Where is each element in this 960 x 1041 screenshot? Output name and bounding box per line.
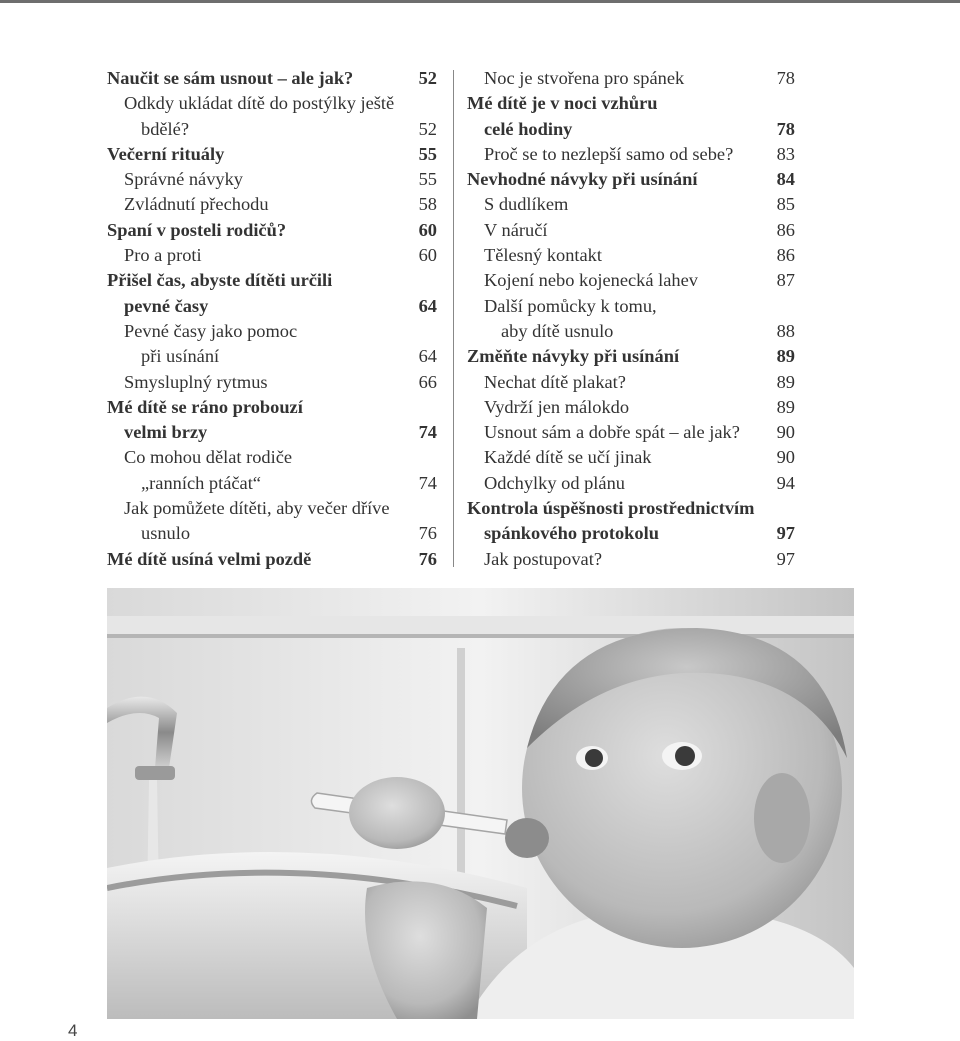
toc-entry-page: 86 <box>776 245 795 266</box>
toc-entry <box>107 294 437 319</box>
toc-entry-page: 55 <box>418 143 437 164</box>
toc-entry-page: 66 <box>418 371 437 392</box>
toc-entry-page: 64 <box>418 295 437 316</box>
column-divider <box>453 70 454 567</box>
toc-entry-page: 76 <box>418 548 437 569</box>
page-number: 4 <box>68 1021 78 1040</box>
toc-entry <box>107 243 437 268</box>
toc-entry-title: Tělesný kontakt <box>484 245 602 266</box>
toc-entry-title: bdělé? <box>141 118 189 139</box>
toc-entry-page: 74 <box>418 472 437 493</box>
toc-entry <box>467 521 795 546</box>
toc-entry-title: Noc je stvořena pro spánek <box>484 68 685 88</box>
toc-entry <box>107 420 437 445</box>
toc-entry <box>467 344 795 369</box>
toc-entry <box>467 496 795 521</box>
toc-entry-title: Odchylky od plánu <box>484 472 625 493</box>
toc-entry-page: 88 <box>776 320 795 341</box>
toc-entry-page: 89 <box>776 396 795 417</box>
toc-entry <box>107 192 437 217</box>
toc-entry <box>107 521 437 546</box>
toc-entry-title: Nechat dítě plakat? <box>484 371 626 392</box>
toc-entry-title: Spaní v posteli rodičů? <box>107 219 287 240</box>
toc-entry-page: 52 <box>418 68 437 88</box>
toc-entry <box>107 471 437 496</box>
top-rule <box>0 0 960 3</box>
toc-entry-title: Kojení nebo kojenecká lahev <box>484 270 698 291</box>
toc-entry-page: 89 <box>776 371 795 392</box>
toc-entry-page: 78 <box>776 68 795 88</box>
toc-entry <box>467 547 795 572</box>
toc-entry-page: 97 <box>776 523 795 544</box>
toc-entry-page: 74 <box>418 422 437 443</box>
toc-entry <box>467 167 795 192</box>
toc-entry-page: 83 <box>776 143 795 164</box>
toc-entry-title: usnulo <box>141 523 191 544</box>
toc-entry-page: 78 <box>776 118 795 139</box>
toc-column-right <box>467 66 795 572</box>
toc-entry <box>467 420 795 445</box>
toc-entry-page: 76 <box>418 523 437 544</box>
toc-entry <box>467 370 795 395</box>
toc-entry-title: Mé dítě se ráno probouzí <box>107 396 303 417</box>
toc-entry-title: Odkdy ukládat dítě do postýlky ještě <box>124 93 395 114</box>
toc-entry-title: Mé dítě usíná velmi pozdě <box>107 548 312 569</box>
toc-entry-title: Zvládnutí přechodu <box>124 194 269 215</box>
toc-entry-page: 90 <box>776 422 795 443</box>
toc-entry <box>107 344 437 369</box>
toc-entry-page: 64 <box>418 346 437 367</box>
toc-entry <box>107 268 437 293</box>
toc-entry-title: Jak pomůžete dítěti, aby večer dříve <box>124 498 390 519</box>
toc-entry-title: Další pomůcky k tomu, <box>484 295 657 316</box>
toc-entry <box>107 445 437 470</box>
toc-entry <box>107 370 437 395</box>
toc-entry-page: 97 <box>776 548 795 569</box>
toc-entry-title: aby dítě usnulo <box>501 320 614 341</box>
toc-column-left <box>107 66 437 572</box>
toc-entry-page: 87 <box>776 270 795 291</box>
toc-entry-title: Smysluplný rytmus <box>124 371 268 392</box>
toc-entry-title: Kontrola úspěšnosti prostřednictvím <box>467 498 755 519</box>
toc-entry <box>467 471 795 496</box>
toc-entry-page: 94 <box>776 472 795 493</box>
toc-entry-title: Naučit se sám usnout – ale jak? <box>107 68 354 88</box>
toc-entry-page: 86 <box>776 219 795 240</box>
toc-entry-title: pevné časy <box>124 295 209 316</box>
toc-entry <box>467 294 795 319</box>
toc-entry <box>107 142 437 167</box>
toc-entry-title: Usnout sám a dobře spát – ale jak? <box>484 422 740 443</box>
toc-entry-title: celé hodiny <box>484 118 573 139</box>
toc-entry-page: 60 <box>418 245 437 266</box>
toc-entry <box>467 218 795 243</box>
toc-entry-title: Večerní rituály <box>107 143 225 164</box>
toc-entry-title: Správné návyky <box>124 169 244 190</box>
toc-entry-title: „ranních ptáčat“ <box>141 472 261 493</box>
toc-entry <box>467 192 795 217</box>
toc-entry <box>467 268 795 293</box>
toc-entry-title: Proč se to nezlepší samo od sebe? <box>484 143 734 164</box>
toc-entry-title: Co mohou dělat rodiče <box>124 447 293 468</box>
toc-entry-page: 52 <box>418 118 437 139</box>
toc-entry <box>467 445 795 470</box>
toc-entry-title: Přišel čas, abyste dítěti určili <box>107 270 333 291</box>
toc-entry <box>467 319 795 344</box>
toc-entry-title: Mé dítě je v noci vzhůru <box>467 93 658 114</box>
toc-entry <box>467 243 795 268</box>
toc-entry-title: Jak postupovat? <box>484 548 602 569</box>
toc-entry <box>467 66 795 91</box>
toc-entry-page: 85 <box>776 194 795 215</box>
toc-entry-title: Vydrží jen málokdo <box>484 396 630 417</box>
toc-entry-title: S dudlíkem <box>484 194 569 215</box>
toc-entry <box>467 395 795 420</box>
toc-entry-title: Každé dítě se učí jinak <box>484 447 652 468</box>
toc-entry-title: Změňte návyky při usínání <box>467 346 680 367</box>
toc-entry <box>107 91 437 116</box>
toc-entry <box>107 117 437 142</box>
toc-entry-title: Pro a proti <box>124 245 202 266</box>
toc-entry <box>467 117 795 142</box>
toc-entry-page: 55 <box>418 169 437 190</box>
toc-entry <box>107 319 437 344</box>
toc-entry-page: 84 <box>776 169 795 190</box>
toc-entry <box>107 167 437 192</box>
toc-entry <box>467 91 795 116</box>
toc-entry <box>107 395 437 420</box>
toc-entry-title: spánkového protokolu <box>484 523 659 544</box>
toc-entry-title: Pevné časy jako pomoc <box>124 320 298 341</box>
toc-entry-title: Nevhodné návyky při usínání <box>467 169 698 190</box>
toc-entry <box>107 547 437 572</box>
toc-entry <box>107 496 437 521</box>
toc-entry-title: V náručí <box>484 219 548 240</box>
toc-entry <box>107 66 437 91</box>
toc-entry-page: 58 <box>418 194 437 215</box>
toc-entry <box>107 218 437 243</box>
toc-entry-title: velmi brzy <box>124 422 208 443</box>
toc-entry-page: 89 <box>776 346 795 367</box>
toc-entry-page: 60 <box>418 219 437 240</box>
photo-toddler-brushing-teeth <box>107 588 854 1019</box>
toc-entry-page: 90 <box>776 447 795 468</box>
toc-entry-title: při usínání <box>141 346 220 367</box>
toc-entry <box>467 142 795 167</box>
